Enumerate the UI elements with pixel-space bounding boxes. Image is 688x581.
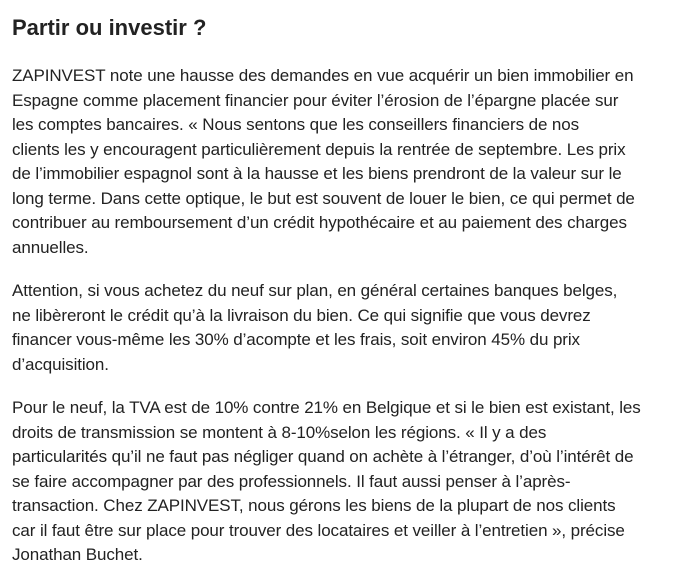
text-line: les comptes bancaires. « Nous sentons que les conseillers financiers de nos <box>12 115 580 134</box>
text-line: car il faut être sur place pour trouver des locataires et veiller à l’entretien », précise <box>12 520 625 540</box>
text-line: long terme. Dans cette optique, le but est souvent de louer le bien, ce qui permet de <box>12 188 635 208</box>
text-line: ZAPINVEST note une hausse des demandes en vue acquérir un bien immobilier en <box>12 66 634 85</box>
text-line: financer vous-même les 30% d’acompte et les frais, soit environ 45% du prix <box>12 330 580 349</box>
text-line: ne libèreront le crédit qu’à la livraison du bien. Ce qui signifie que vous devrez <box>12 305 591 325</box>
text-line: clients les y encouragent particulièrement depuis la rentrée de septembre. Les prix <box>12 139 626 159</box>
text-line: transaction. Chez ZAPINVEST, nous gérons les biens de la plupart de nos clients <box>12 496 616 515</box>
text-line: contribuer au remboursement d’un crédit hypothécaire et au paiement des charges <box>12 213 627 232</box>
paragraph-3 <box>12 396 688 568</box>
text-line: d’acquisition. <box>12 354 109 374</box>
text-line: particularités qu’il ne faut pas négliger quand on achète à l’étranger, d’où l’intérêt de <box>12 447 634 466</box>
text-line: annuelles. <box>12 237 89 257</box>
text-line: de l’immobilier espagnol sont à la hausse et les biens prendront de la valeur sur le <box>12 164 622 183</box>
text-line: Jonathan Buchet. <box>12 545 143 564</box>
text-line: se faire accompagner par des professionnels. Il faut aussi penser à l’après- <box>12 471 571 491</box>
text-line: droits de transmission se montent à 8-10%selon les régions. « Il y a des <box>12 422 547 442</box>
text-line: Espagne comme placement financier pour éviter l’érosion de l’épargne placée sur <box>12 90 619 110</box>
paragraph-1 <box>12 64 688 260</box>
text-line: Attention, si vous achetez du neuf sur plan, en général certaines banques belges, <box>12 281 618 300</box>
paragraph-2 <box>12 279 688 377</box>
text-line: Pour le neuf, la TVA est de 10% contre 21% en Belgique et si le bien est existant, les <box>12 398 641 417</box>
article-title: Partir ou investir ? <box>12 15 207 40</box>
